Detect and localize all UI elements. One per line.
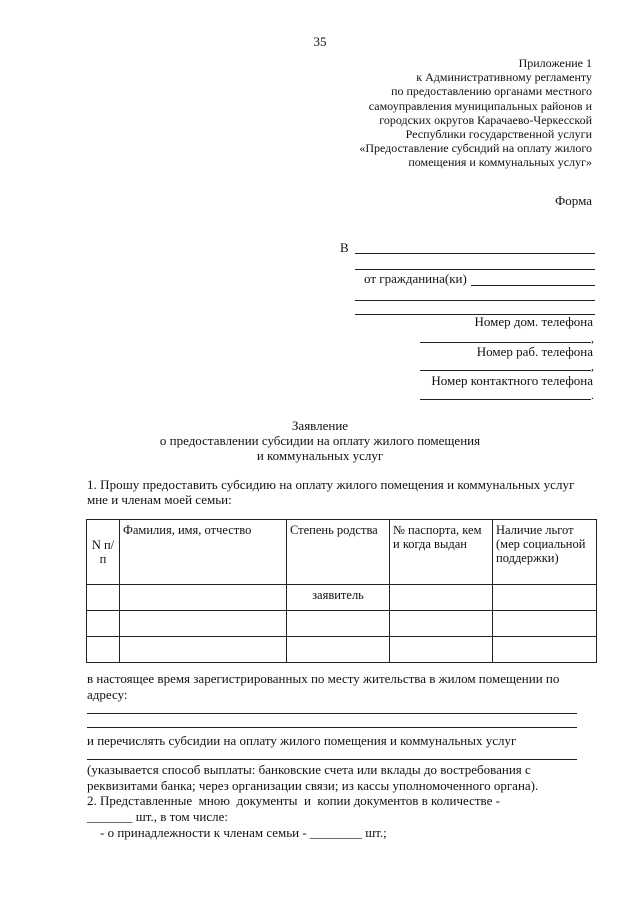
comma: , — [591, 331, 594, 345]
work-phone-label: Номер раб. телефона — [476, 344, 593, 359]
annex-line: Республики государственной услуги — [405, 127, 592, 142]
payment-note-line: реквизитами банка; через организации связи; из кассы уполномоченного органа). — [87, 778, 539, 793]
annex-line: Приложение 1 — [518, 56, 592, 70]
comma: , — [591, 359, 594, 373]
cell[interactable] — [493, 611, 597, 637]
cell[interactable] — [390, 611, 493, 637]
applicant-field-line[interactable] — [355, 300, 595, 301]
work-phone-field[interactable] — [420, 370, 591, 371]
payment-note-line: (указывается способ выплаты: банковские счета или вклады до востребования с — [87, 762, 531, 777]
doc-title: Заявление — [291, 418, 349, 433]
para2-line: _______ шт., в том числе: — [87, 809, 228, 824]
header-num: N п/п — [87, 520, 120, 585]
para2-line: - о принадлежности к членам семьи - ________ шт.; — [100, 825, 387, 840]
contact-phone-label: Номер контактного телефона — [431, 373, 593, 388]
contact-phone-field[interactable] — [420, 399, 591, 400]
payment-field-line[interactable] — [87, 759, 577, 760]
para1-line: 1. Прошу предоставить субсидию на оплату жилого помещения и коммунальных услуг — [87, 477, 575, 492]
annex-line: к Административному регламенту — [416, 70, 592, 85]
home-phone-field[interactable] — [420, 342, 591, 343]
registered-line: в настоящее время зарегистрированных по месту жительства в жилом помещении по — [87, 671, 560, 686]
annex-line: помещения и коммунальных услуг» — [408, 155, 592, 170]
doc-subtitle: и коммунальных услуг — [256, 448, 384, 463]
to-prefix: В — [340, 240, 349, 255]
period: . — [591, 388, 594, 402]
table-row — [87, 585, 597, 611]
relation-cell: заявитель — [287, 585, 390, 611]
doc-subtitle: о предоставлении субсидии на оплату жилого помещения — [159, 433, 481, 448]
cell[interactable] — [87, 637, 120, 663]
table-header-row — [87, 520, 597, 585]
recipient-field-line[interactable] — [355, 269, 595, 270]
para2-line: 2. Представленные мною документы и копии документов в количестве - — [87, 793, 500, 808]
address-field-line[interactable] — [87, 713, 577, 714]
header-passport: № паспорта, кем и когда выдан — [390, 520, 493, 585]
annex-header — [330, 56, 592, 170]
table-row — [87, 637, 597, 663]
family-members-table — [86, 519, 597, 663]
cell[interactable] — [120, 585, 287, 611]
annex-line: самоуправления муниципальных районов и — [368, 98, 592, 113]
header-benefits: Наличие льгот (мер социальной поддержки) — [493, 520, 597, 585]
header-name: Фамилия, имя, отчество — [120, 520, 287, 585]
cell[interactable] — [493, 637, 597, 663]
annex-line: «Предоставление субсидий на оплату жилого — [359, 141, 592, 156]
cell[interactable] — [120, 611, 287, 637]
applicant-name-field[interactable] — [471, 285, 595, 286]
cell[interactable] — [287, 611, 390, 637]
from-label: от гражданина(ки) — [364, 271, 467, 286]
cell[interactable] — [87, 585, 120, 611]
cell[interactable] — [120, 637, 287, 663]
recipient-field-line[interactable] — [355, 253, 595, 254]
cell[interactable] — [493, 585, 597, 611]
annex-line: городских округов Карачаево-Черкесской — [379, 112, 592, 127]
cell[interactable] — [287, 637, 390, 663]
transfer-text: и перечислять субсидии на оплату жилого помещения и коммунальных услуг — [87, 733, 517, 748]
cell[interactable] — [390, 585, 493, 611]
table-row — [87, 611, 597, 637]
address-field-line[interactable] — [87, 727, 577, 728]
header-relation: Степень родства — [287, 520, 390, 585]
cell[interactable] — [87, 611, 120, 637]
annex-line: по предоставлению органами местного — [391, 84, 592, 99]
form-label: Форма — [555, 193, 592, 208]
para1-line: мне и членам моей семьи: — [87, 492, 232, 507]
registered-line: адресу: — [87, 687, 128, 702]
home-phone-label: Номер дом. телефона — [474, 314, 593, 329]
page-number: 35 — [313, 34, 327, 49]
cell[interactable] — [390, 637, 493, 663]
